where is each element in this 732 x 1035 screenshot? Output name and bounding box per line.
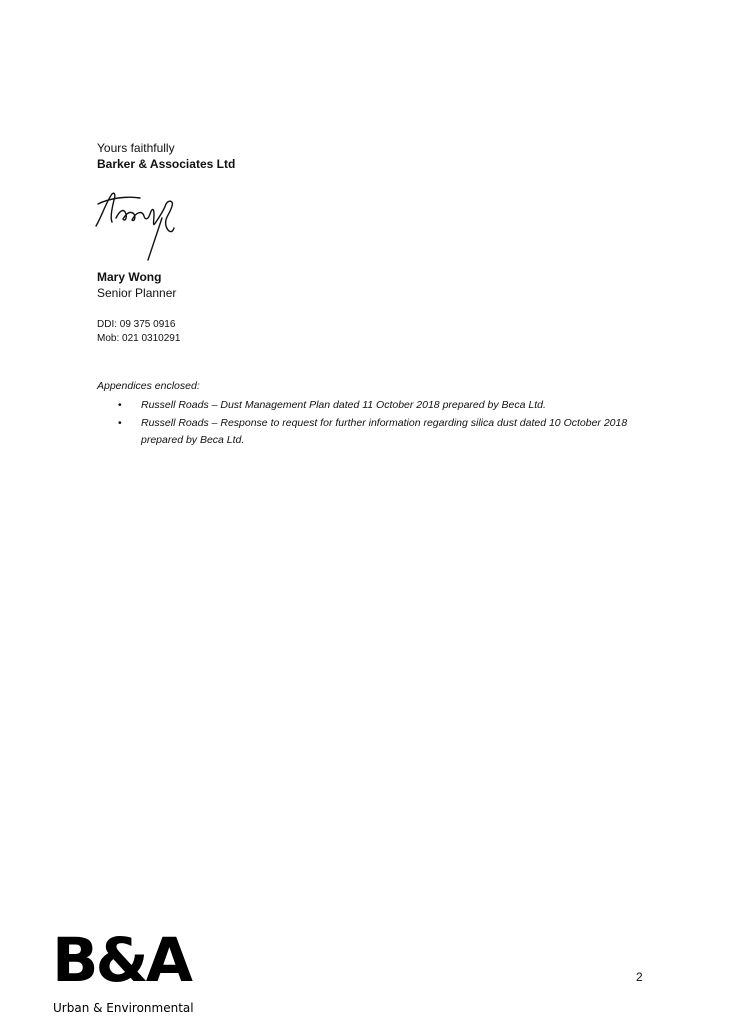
page-number: 2 <box>636 970 643 984</box>
signer-name: Mary Wong <box>97 270 162 284</box>
contact-details <box>97 318 180 346</box>
list-item <box>97 397 642 414</box>
signer-title: Senior Planner <box>97 286 177 300</box>
list-item <box>97 415 642 449</box>
appendix-text: Russell Roads – Dust Management Plan dated 11 October 2018 prepared by Beca Ltd. <box>141 399 546 411</box>
bullet-icon: • <box>118 399 122 411</box>
closing-line: Yours faithfully <box>97 141 175 155</box>
company-name: Barker & Associates Ltd <box>97 157 236 171</box>
appendices-list <box>97 397 642 450</box>
signature-icon <box>92 188 182 264</box>
mobile-number: Mob: 021 0310291 <box>97 333 181 344</box>
company-logo: B&A <box>52 925 190 996</box>
appendices-heading: Appendices enclosed: <box>97 380 200 392</box>
ddi-number: DDI: 09 375 0916 <box>97 319 176 330</box>
logo-tagline: Urban & Environmental <box>53 1001 194 1015</box>
bullet-icon: • <box>118 417 122 429</box>
appendix-text: Russell Roads – Response to request for further information regarding silica dust dated 10 October 2018 prepared by Beca Ltd. <box>141 417 628 446</box>
